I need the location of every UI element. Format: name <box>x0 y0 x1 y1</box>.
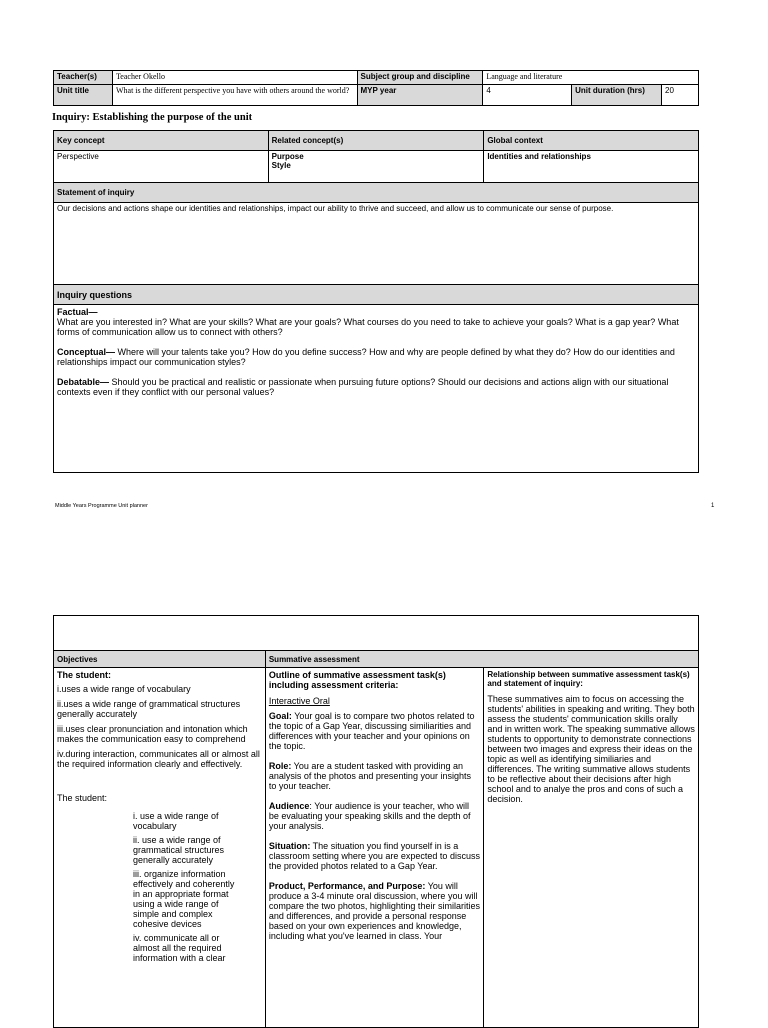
student-heading-2: The student: <box>57 793 108 803</box>
audience-text: : Your audience is your teacher, who will be evaluating your speaking skills and the depth of your analysis. <box>268 801 471 831</box>
unit-title-label: Unit title <box>54 85 113 106</box>
factual-label: Factual— <box>57 307 98 317</box>
ppp-paragraph <box>269 881 481 941</box>
objectives-label: Objectives <box>54 651 266 668</box>
related-concept-purpose: Purpose <box>271 152 304 161</box>
inquiry-table <box>53 130 699 473</box>
related-concept-value <box>268 151 484 183</box>
debatable-question <box>57 377 695 397</box>
objective-4: iv.during interaction, communicates all or almost all the required information clearly and effectively. <box>57 749 260 769</box>
goal-label: Goal: <box>268 711 292 721</box>
related-concept-style: Style <box>271 161 291 170</box>
global-context-label: Global context <box>484 131 699 151</box>
objective-1: i.uses a wide range of vocabulary <box>57 684 191 694</box>
relationship-text: These summatives aim to focus on accessing the students' abilities in speaking and writing. They both assess the students' communication skills orally and in written work. The speaking summative allows students to opportunity to demonstrate connections between two images and express their ideas on the topic as well as identifying similiaries and differences. The writing summative allows students to be reflective about their decisions after high school and to analye the pros and cons of such a decision. <box>487 694 695 804</box>
ppp-text: You will produce a 3-4 minute oral discussion, where you will compare the two photos, highlighting their similarities and differences, and provide a personal response based on your own experiences and knowledge, including what you've learned in class. Your <box>268 881 480 941</box>
debatable-text: Should you be practical and realistic or passionate when pursuing future options? Should our decisions and actions align with our situational contexts even if they conflict with our personal values? <box>57 377 669 397</box>
objective-2: ii.uses a wide range of grammatical structures generally accurately <box>57 699 241 719</box>
role-paragraph <box>269 761 481 791</box>
myp-year-value: 4 <box>483 85 572 106</box>
global-context-value: Identities and relationships <box>484 151 699 183</box>
ppp-label: Product, Performance, and Purpose: <box>268 881 426 891</box>
relationship-heading: Relationship between summative assessment task(s) and statement of inquiry: <box>487 670 690 688</box>
situation-paragraph <box>269 841 481 871</box>
objective-2-1: i. use a wide range of vocabulary <box>133 811 219 831</box>
summative-label: Summative assessment <box>265 651 698 668</box>
statement-label: Statement of inquiry <box>54 183 699 203</box>
objective-2-4: iv. communicate all or almost all the required information with a clear <box>133 933 226 963</box>
objective-3: iii.uses clear pronunciation and intonation which makes the communication easy to comprehend <box>57 724 248 744</box>
conceptual-label: Conceptual— <box>57 347 116 357</box>
assessment-table <box>53 650 699 1028</box>
subject-value: Language and literature <box>483 71 699 85</box>
factual-question <box>57 307 695 337</box>
page-number: 1 <box>711 503 715 509</box>
situation-text: The situation you find yourself in is a classroom setting where you are expected to discuss the provided photos related to a Gap Year. <box>268 841 480 871</box>
teachers-value: Teacher Okello <box>112 71 357 85</box>
student-heading: The student: <box>57 670 111 680</box>
interactive-oral-heading: Interactive Oral <box>268 696 330 706</box>
role-label: Role: <box>268 761 292 771</box>
objective-2-2: ii. use a wide range of grammatical structures generally accurately <box>133 835 225 865</box>
myp-year-label: MYP year <box>357 85 483 106</box>
debatable-label: Debatable— <box>57 377 110 387</box>
inquiry-heading: Inquiry: Establishing the purpose of the unit <box>52 112 253 123</box>
key-concept-label: Key concept <box>54 131 269 151</box>
inquiry-questions-label: Inquiry questions <box>54 285 699 305</box>
statement-text: Our decisions and actions shape our identities and relationships, impact our ability to thrive and succeed, and allow us to communicate our sense of purpose. <box>54 203 699 285</box>
situation-label: Situation: <box>268 841 311 851</box>
audience-paragraph <box>269 801 481 831</box>
objective-2-3: iii. organize information effectively and coherently in an appropriate format using a wide range of simple and complex cohesive devices <box>133 869 235 929</box>
summative-outline-cell <box>265 668 484 1028</box>
page2-empty-header <box>53 615 699 651</box>
factual-text: What are you interested in? What are your skills? What are your goals? What courses do you need to take to achieve your goals? What is a gap year? What forms of communication allow us to connect with others? <box>57 317 679 337</box>
objectives-cell <box>54 668 266 1028</box>
audience-label: Audience <box>268 801 310 811</box>
duration-value: 20 <box>662 85 699 106</box>
teachers-label: Teacher(s) <box>54 71 113 85</box>
role-text: You are a student tasked with providing an analysis of the photos and presenting your insights to your teacher. <box>268 761 471 791</box>
conceptual-text: Where will your talents take you? How do you define success? How and why are people defined by what they do? How do our identities and relationships impact our communication styles? <box>57 347 675 367</box>
inquiry-questions-body <box>54 305 699 473</box>
conceptual-question <box>57 347 695 367</box>
unit-title-value: What is the different perspective you have with others around the world? <box>112 85 357 106</box>
outline-heading: Outline of summative assessment task(s) including assessment criteria: <box>268 670 446 690</box>
key-concept-value: Perspective <box>54 151 269 183</box>
footer-title: Middle Years Programme Unit planner <box>55 503 148 509</box>
relationship-cell <box>484 668 699 1028</box>
goal-paragraph <box>269 711 481 751</box>
subject-label: Subject group and discipline <box>357 71 483 85</box>
unit-info-table <box>53 70 699 106</box>
related-concept-label: Related concept(s) <box>268 131 484 151</box>
goal-text: Your goal is to compare two photos related to the topic of a Gap Year, discussing similiarities and differences with your teacher and your opinions on the topic. <box>268 711 475 751</box>
duration-label: Unit duration (hrs) <box>572 85 662 106</box>
